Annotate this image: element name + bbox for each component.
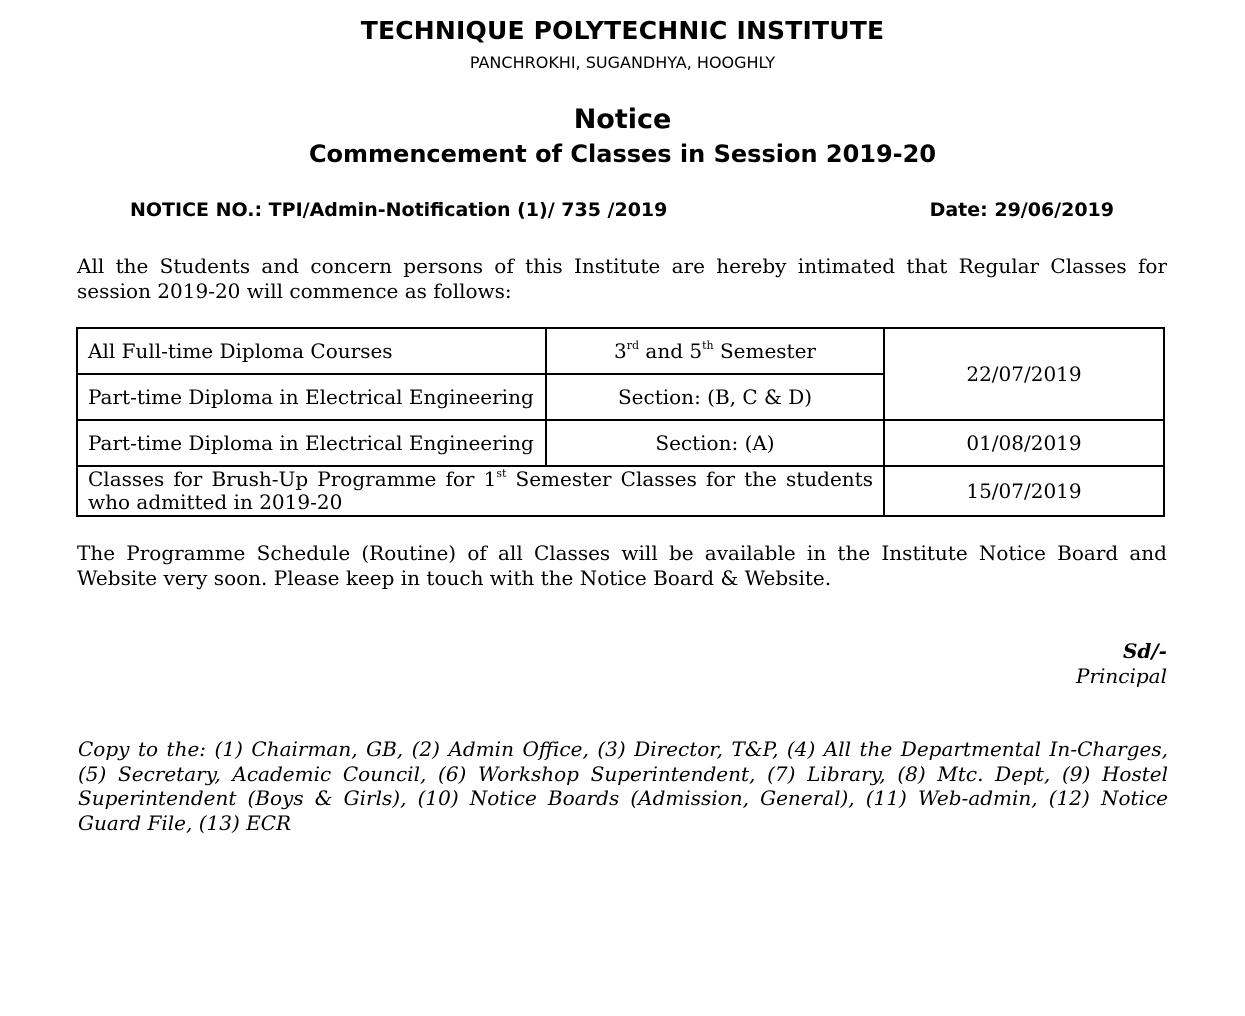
course-cell: All Full-time Diploma Courses	[77, 328, 546, 374]
notice-subtitle: Commencement of Classes in Session 2019-20	[308, 140, 937, 168]
section-cell: Section: (B, C & D)	[546, 374, 884, 420]
date-cell: 22/07/2019	[884, 328, 1164, 420]
table-row	[77, 466, 1164, 516]
copy-to-list: Copy to the: (1) Chairman, GB, (2) Admin Office, (3) Director, T&P, (4) All the Departmental In-Charges, (5) Secretary, Academic Council, (6) Workshop Superintendent, (7) Library, (8) Mtc. Dept, (9) Hostel Superintendent (Boys & Girls), (10) Notice Boards (Admission, General), (11) Web-admin, (12) Notice Guard File, (13) ECR	[78, 737, 1168, 835]
date-cell: 15/07/2019	[884, 466, 1164, 516]
notice-title: Notice	[573, 104, 672, 135]
institute-name: TECHNIQUE POLYTECHNIC INSTITUTE	[360, 16, 885, 45]
notice-date: Date: 29/06/2019	[929, 199, 1114, 221]
course-cell: Part-time Diploma in Electrical Engineering	[77, 420, 546, 466]
semester-cell: 3rd and 5th Semester	[546, 328, 884, 374]
table-row	[77, 328, 1164, 374]
section-cell: Section: (A)	[546, 420, 884, 466]
date-cell: 01/08/2019	[884, 420, 1164, 466]
course-cell: Part-time Diploma in Electrical Engineering	[77, 374, 546, 420]
intro-paragraph: All the Students and concern persons of this Institute are hereby intimated that Regular Classes for session 2019-20 will commence as follows:	[77, 254, 1167, 303]
signatory-title: Principal	[1075, 664, 1167, 688]
brush-up-cell: Classes for Brush-Up Programme for 1st Semester Classes for the students who admitted in 2019-20	[77, 466, 884, 516]
closing-paragraph: The Programme Schedule (Routine) of all Classes will be available in the Institute Notice Board and Website very soon. Please keep in touch with the Notice Board & Website.	[77, 541, 1167, 590]
signature-mark: Sd/-	[1122, 639, 1167, 663]
notice-number: NOTICE NO.: TPI/Admin-Notification (1)/ 735 /2019	[130, 199, 668, 221]
table-row	[77, 420, 1164, 466]
institute-address: PANCHROKHI, SUGANDHYA, HOOGHLY	[469, 53, 776, 72]
class-schedule-table	[76, 327, 1165, 517]
